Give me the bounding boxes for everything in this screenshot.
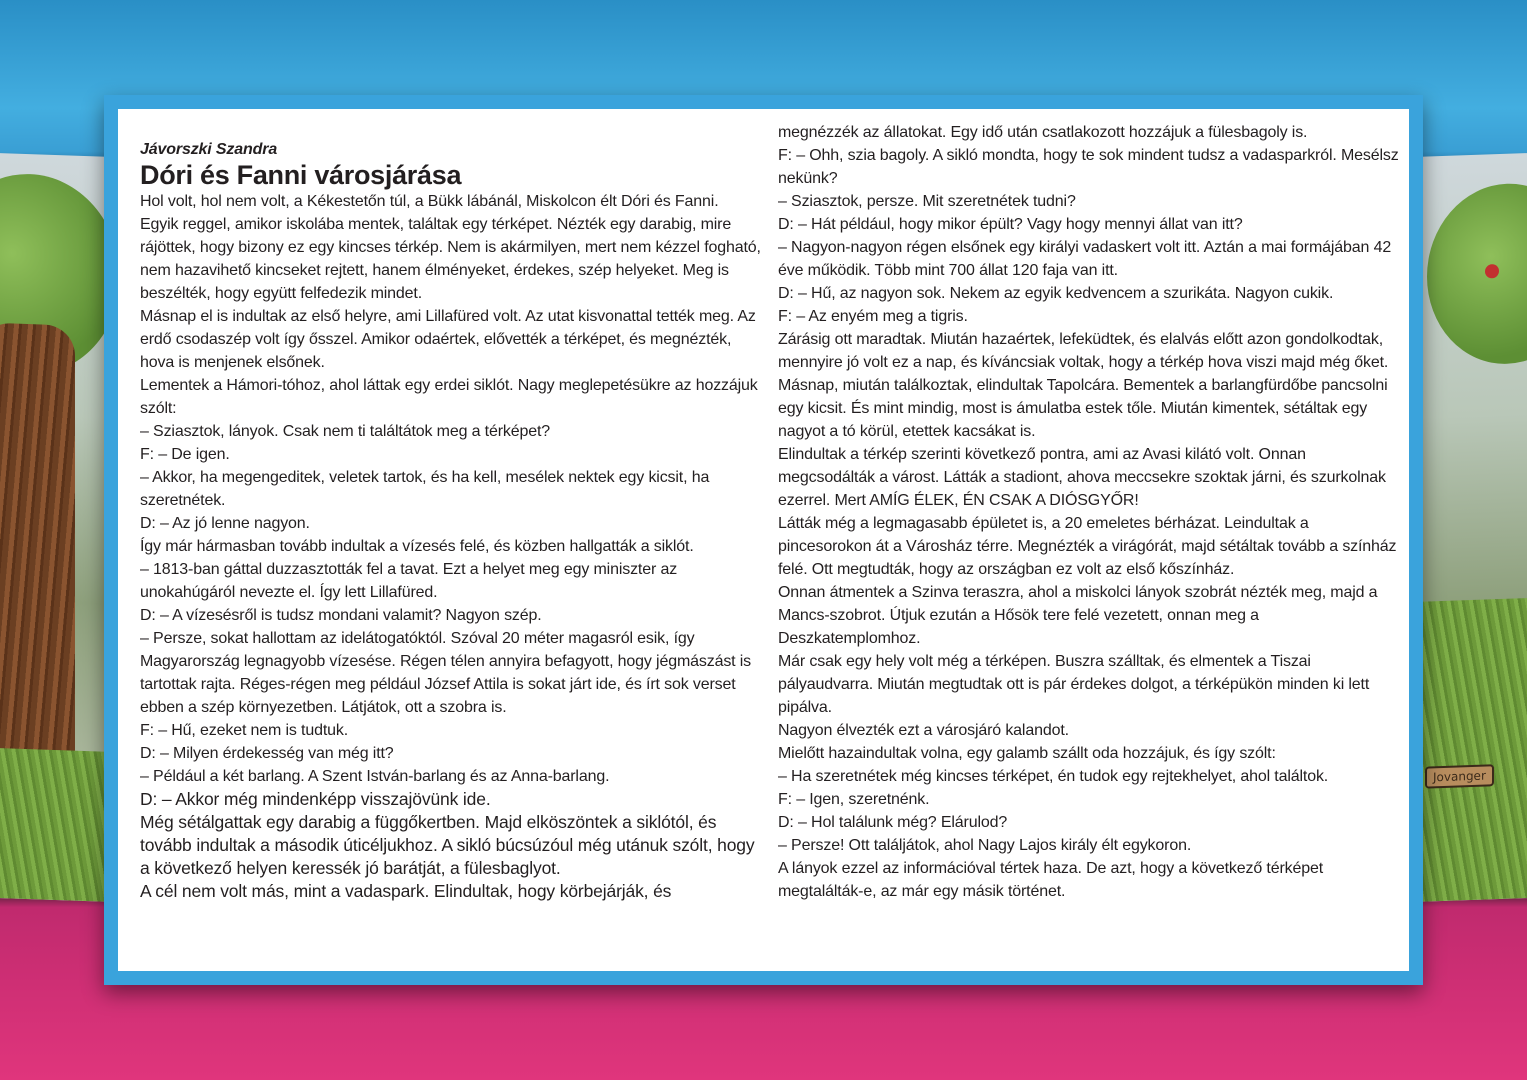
paragraph: F: – Az enyém meg a tigris. <box>778 308 968 325</box>
grass <box>1417 598 1527 902</box>
paragraph: D: – Hű, az nagyon sok. Nekem az egyik kedvencem a szurikáta. Nagyon cukik. <box>778 285 1334 302</box>
paragraph: Hol volt, hol nem volt, a Kékestetőn túl, a Bükk lábánál, Miskolcon élt Dóri és Fanni. <box>140 193 719 210</box>
paragraph: – Ha szeretnétek még kincses térképet, én tudok egy rejtekhelyet, ahol találtok. <box>778 768 1329 785</box>
left-paragraphs-large <box>140 788 765 903</box>
paragraph: D: – A vízesésről is tudsz mondani valamit? Nagyon szép. <box>140 607 542 624</box>
right-paragraphs <box>778 121 1403 903</box>
paragraph: – Például a két barlang. A Szent István-barlang és az Anna-barlang. <box>140 768 610 785</box>
signpost <box>1425 764 1494 788</box>
paragraph: D: – Hát például, hogy mikor épült? Vagy hogy mennyi állat van itt? <box>778 216 1243 233</box>
paragraph: Zárásig ott maradtak. Miután hazaértek, lefeküdtek, és elalvás előtt azon gondolkodtak, mennyire jó volt ez a nap, és kíváncsiak voltak, hogy a térkép hova viszi majd még őket. <box>778 331 1389 371</box>
paragraph: A cél nem volt más, mint a vadaspark. Elindultak, hogy körbejárják, és <box>140 881 672 901</box>
paragraph: megnézzék az állatokat. Egy idő után csatlakozott hozzájuk a fülesbagoly is. <box>778 124 1308 141</box>
paragraph: Másnap el is indultak az első helyre, ami Lillafüred volt. Az utat kisvonattal tették meg. Az erdő csodaszép volt így ősszel. Amikor odaértek, elővették a térképet, és megnézték, hova is menjenek elsőnek. <box>140 308 756 371</box>
paragraph: Már csak egy hely volt még a térképen. Buszra szálltak, és elmentek a Tiszai pályaudvarra. Miután megtudtak ott is pár érdekes dolgot, a térképükön minden ki lett pipálva. <box>778 653 1370 716</box>
paragraph: Elindultak a térkép szerinti következő pontra, ami az Avasi kilátó volt. Onnan megcsodálták a várost. Látták a stadiont, ahova meccsekre szoktak járni, és szurkolnak ezerrel. Mert AMÍG ÉLEK, ÉN CSAK A DIÓSGYŐR! <box>778 446 1386 509</box>
paragraph: – Sziasztok, lányok. Csak nem ti találtátok meg a térképet? <box>140 423 551 440</box>
article-title: Dóri és Fanni városjárása <box>140 160 462 190</box>
paragraph: – Persze! Ott találjátok, ahol Nagy Lajos király élt egykoron. <box>778 837 1192 854</box>
paragraph: A lányok ezzel az információval tértek haza. De azt, hogy a következő térképet megtalálták-e, az már egy másik történet. <box>778 860 1324 900</box>
left-paragraphs <box>140 190 765 788</box>
paragraph: F: – De igen. <box>140 446 230 463</box>
article-column-left <box>140 140 765 903</box>
paragraph: D: – Akkor még mindenképp visszajövünk ide. <box>140 789 491 809</box>
paragraph: D: – Az jó lenne nagyon. <box>140 515 310 532</box>
grass <box>0 748 110 902</box>
paragraph: – Akkor, ha megengeditek, veletek tartok, és ha kell, mesélek nektek egy kicsit, ha szeretnétek. <box>140 469 710 509</box>
paragraph: – 1813-ban gáttal duzzasztották fel a tavat. Ezt a helyet meg egy miniszter az unokahúgáról nevezte el. Így lett Lillafüred. <box>140 561 678 601</box>
paragraph: Így már hármasban tovább indultak a vízesés felé, és közben hallgatták a siklót. <box>140 538 694 555</box>
paragraph: – Nagyon-nagyon régen elsőnek egy királyi vadaskert volt itt. Aztán a mai formájában 42 éve működik. Több mint 700 állat 120 faja van itt. <box>778 239 1392 279</box>
paragraph: D: – Milyen érdekesség van még itt? <box>140 745 394 762</box>
paragraph: F: – Igen, szeretnénk. <box>778 791 930 808</box>
paragraph: Még sétálgattak egy darabig a függőkertben. Majd elköszöntek a siklótól, és tovább indultak a második úticéljukhoz. A sikló búcsúzóul még utánuk szólt, hogy a következő helyen keressék jó barátját, a fülesbaglyot. <box>140 812 755 878</box>
paragraph: Lementek a Hámori-tóhoz, ahol láttak egy erdei siklót. Nagy meglepetésükre az hozzájuk szólt: <box>140 377 758 417</box>
paragraph: D: – Hol találunk még? Elárulod? <box>778 814 1008 831</box>
background-drawing-right <box>1417 153 1527 902</box>
signpost-text: Jovanger <box>1433 768 1486 785</box>
paragraph: F: – Ohh, szia bagoly. A sikló mondta, hogy te sok mindent tudsz a vadasparkról. Mesélsz nekünk? <box>778 147 1399 187</box>
paragraph: Egyik reggel, amikor iskolába mentek, találtak egy térképet. Nézték egy darabig, mire rájöttek, hogy bizony ez egy kincses térkép. Nem is akármilyen, mert nem kézzel fogható, nem hazavihető kincseket rejtett, hanem élményeket, érdekes, szép helyeket. Meg is beszélték, hogy együtt felfedezik mindet. <box>140 216 761 302</box>
paragraph: Látták még a legmagasabb épületet is, a 20 emeletes bérházat. Leindultak a pincesorokon át a Városház térre. Megnézték a virágórát, majd sétáltak tovább a színház felé. Ott megtudták, hogy az országban ez volt az első kőszínház. <box>778 515 1397 578</box>
tree-foliage <box>1427 181 1527 367</box>
paragraph: Nagyon élvezték ezt a városjáró kalandot. <box>778 722 1069 739</box>
paragraph: – Persze, sokat hallottam az idelátogatóktól. Szóval 20 méter magasról esik, így Magyarország legnagyobb vízesése. Régen télen annyira befagyott, hogy jégmászást is tartottak rajta. Réges-régen meg például József Attila is sokat járt ide, és írt sok verset ebben a szép környezetben. Látjátok, ott a szobra is. <box>140 630 752 716</box>
paragraph: Mielőtt hazaindultak volna, egy galamb szállt oda hozzájuk, és így szólt: <box>778 745 1276 762</box>
article-card-frame <box>104 95 1423 985</box>
paragraph: – Sziasztok, persze. Mit szeretnétek tudni? <box>778 193 1076 210</box>
paragraph: Onnan átmentek a Szinva teraszra, ahol a miskolci lányok szobrát nézték meg, majd a Mancs-szobrot. Útjuk ezután a Hősök tere felé vezetett, onnan meg a Deszkatemplomhoz. <box>778 584 1378 647</box>
article-card <box>118 109 1409 971</box>
paragraph: F: – Hű, ezeket nem is tudtuk. <box>140 722 349 739</box>
background-drawing-left <box>0 153 110 902</box>
article-author: Jávorszki Szandra <box>140 141 278 158</box>
paragraph: Másnap, miután találkoztak, elindultak Tapolcára. Bementek a barlangfürdőbe pancsolni egy kicsit. És mint mindig, most is ámulatba estek tőle. Miután kimentek, sétáltak egy nagyot a tó körül, etettek kacsákat is. <box>778 377 1388 440</box>
article-column-right <box>778 121 1403 903</box>
